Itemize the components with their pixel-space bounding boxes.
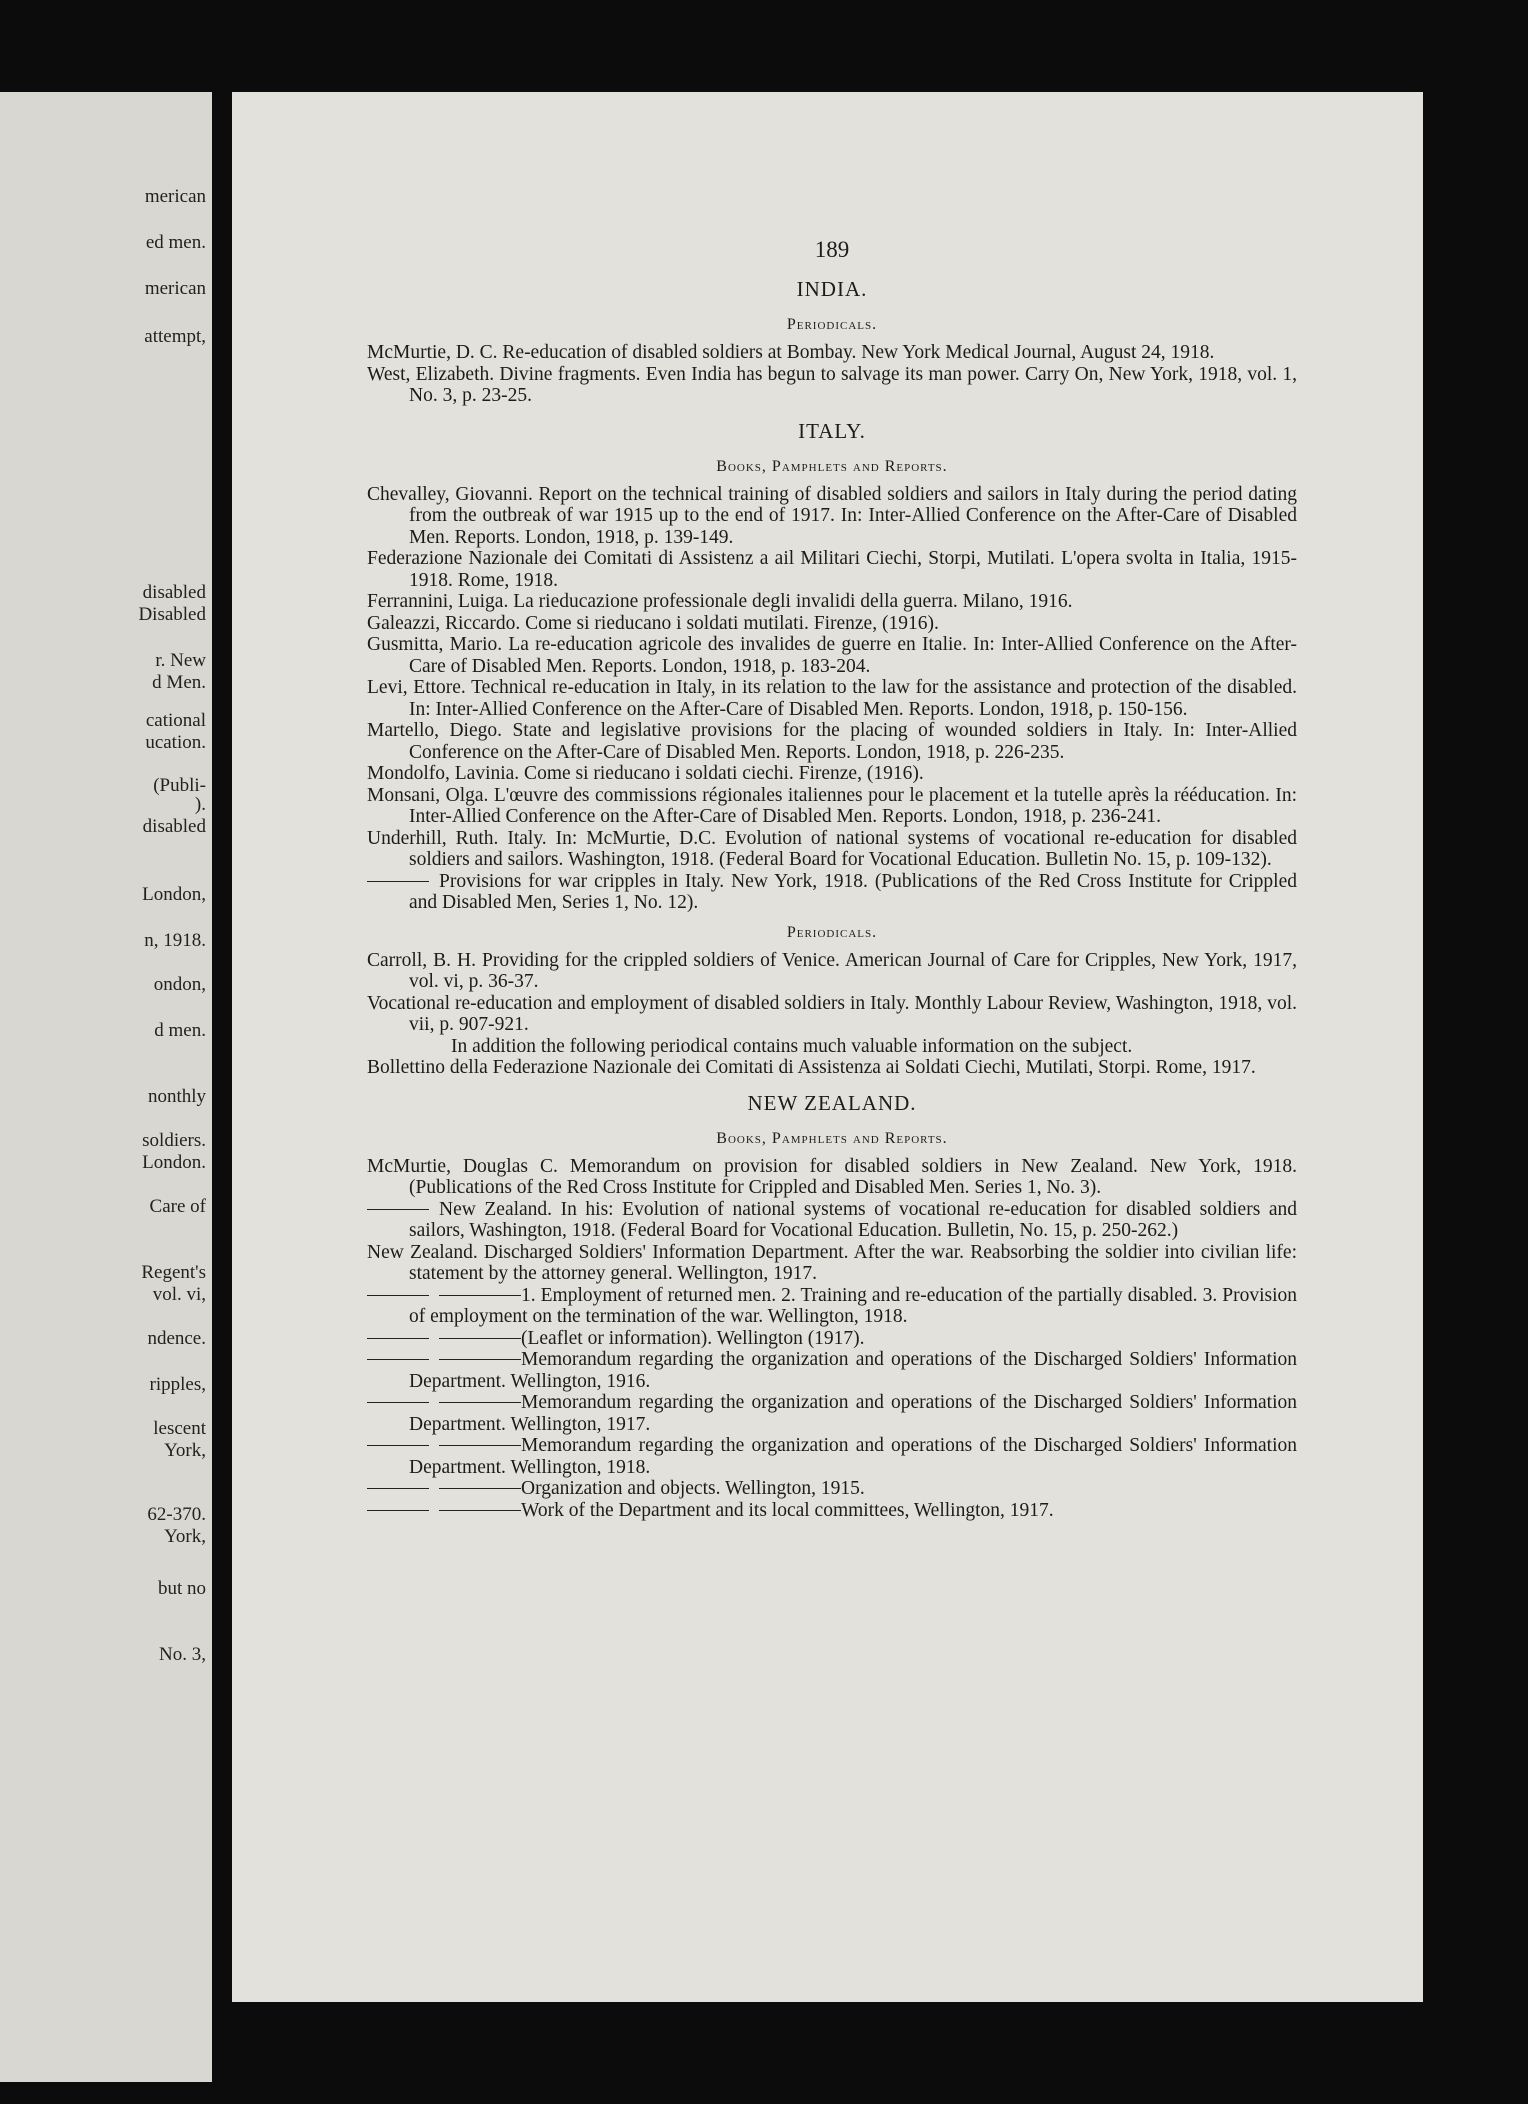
citation-entry: Galeazzi, Riccardo. Come si rieducano i soldati mutilati. Firenze, (1916).: [367, 612, 939, 634]
citation-text: Organization and objects. Wellington, 1915.: [521, 1478, 865, 1499]
ditto-dash: [367, 1338, 429, 1339]
previous-page-text-fragment: disabled: [142, 816, 206, 837]
citation-entry: West, Elizabeth. Divine fragments. Even India has begun to salvage its man power. Carry On, New York, 1918, vol. 1, No. 3, p. 23-25.: [367, 363, 1297, 406]
citation-entry: McMurtie, Douglas C. Memorandum on provision for disabled soldiers in New Zealand. New York, 1918. (Publications of the Red Cross Institute for Crippled and Disabled Men. Series 1, No. 3).: [367, 1155, 1297, 1198]
previous-page-text-fragment: York,: [164, 1526, 206, 1547]
india-periodicals-heading: Periodicals.: [786, 316, 878, 333]
ditto-dash: [439, 1359, 521, 1360]
citation-entry: Martello, Diego. State and legislative provisions for the placing of wounded soldiers in Italy. In: Inter-Allied Conference on the After-Care of Disabled Men. Reports. London, 1918, p. 226-235.: [367, 720, 1297, 763]
previous-page-text-fragment: cational: [145, 710, 206, 731]
citation-entry: New Zealand. Discharged Soldiers' Information Department. After the war. Reabsorbing the soldier into civilian life: statement by the attorney general. Wellington, 1917.: [367, 1241, 1297, 1284]
previous-page-text-fragment: merican: [144, 278, 206, 299]
previous-page-text-fragment: r. New: [155, 650, 206, 671]
ditto-dash: [367, 1209, 429, 1210]
citation-entry-ditto: [367, 871, 1297, 914]
citation-text: New Zealand. In his: Evolution of national systems of vocational re-education for disabled soldiers and sailors, Washington, 1918. (Federal Board for Vocational Education. Bulletin, No. 15, p. 250-262.): [409, 1198, 1297, 1241]
previous-page-text-fragment: disabled: [142, 582, 206, 603]
previous-page-text-fragment: but no: [157, 1578, 206, 1599]
citation-text: (Leaflet or information). Wellington (1917).: [521, 1327, 865, 1349]
citation-entry: Chevalley, Giovanni. Report on the technical training of disabled soldiers and sailors in Italy during the period dating from the outbreak of war 1915 up to the end of 1917. In: Inter-Allied Conference on the After-Care of Disabled Men. Reports. London, 1918, p. 139-149.: [367, 483, 1297, 548]
section-title-india: INDIA.: [796, 277, 868, 301]
ditto-dash: [367, 881, 429, 882]
citation-entry-ditto: [367, 1285, 1297, 1328]
previous-page-text-fragment: attempt,: [144, 326, 206, 347]
ditto-dash: [367, 1402, 429, 1403]
previous-page-text-fragment: n, 1918.: [144, 930, 206, 951]
ditto-dash: [367, 1488, 429, 1489]
previous-page-fragment: [0, 92, 212, 2082]
previous-page-text-fragment: ripples,: [149, 1374, 206, 1395]
previous-page-text-fragment: ed men.: [145, 232, 206, 253]
ditto-dash: [367, 1510, 429, 1511]
previous-page-text-fragment: (Publi-: [153, 775, 206, 796]
citation-text: Provisions for war cripples in Italy. New York, 1918. (Publications of the Red Cross Institute for Crippled and Disabled Men, Series 1, No. 12).: [409, 870, 1297, 913]
citation-entry: Underhill, Ruth. Italy. In: McMurtie, D.C. Evolution of national systems of vocational re-education for disabled soldiers and sailors. Washington, 1918. (Federal Board for Vocational Education. Bulletin No. 15, p. 109-132).: [367, 827, 1297, 870]
section-title-italy: ITALY.: [798, 418, 866, 443]
ditto-dash: [439, 1510, 521, 1511]
previous-page-text-fragment: ondon,: [153, 974, 206, 995]
italy-periodicals-list: [367, 950, 1297, 1079]
previous-page-text-fragment: London.: [142, 1152, 206, 1173]
ditto-dash: [367, 1295, 429, 1296]
previous-page-text-fragment: 62-370.: [147, 1504, 206, 1525]
ditto-dash: [367, 1445, 429, 1446]
ditto-dash: [439, 1488, 521, 1489]
previous-page-text-fragment: Care of: [149, 1196, 206, 1217]
citation-entry: Mondolfo, Lavinia. Come si rieducano i soldati ciechi. Firenze, (1916).: [367, 763, 924, 784]
previous-page-text-fragment: ucation.: [145, 732, 206, 753]
ditto-dash: [439, 1445, 521, 1446]
citation-entry-ditto: [367, 1328, 1297, 1350]
citation-entry: Levi, Ettore. Technical re-education in Italy, in its relation to the law for the assistance and protection of the disabled. In: Inter-Allied Conference on the After-Care of Disabled Men. Reports. London, 1918, p. 150-156.: [367, 677, 1297, 720]
citation-entry: Gusmitta, Mario. La re-education agricole des invalides de guerre en Italie. In: Inter-Allied Conference on the After-Care of Disabled Men. Reports. London, 1918, p. 183-204.: [367, 634, 1297, 677]
previous-page-text-fragment: No. 3,: [159, 1644, 206, 1665]
previous-page-text-fragment: nonthly: [147, 1086, 206, 1107]
citation-entry: Ferrannini, Luiga. La rieducazione professionale degli invalidi della guerra. Milano, 1916.: [367, 591, 1073, 612]
previous-page-text-fragment: Regent's: [141, 1262, 206, 1283]
previous-page-text-fragment: ).: [194, 794, 206, 815]
citation-entry: Bollettino della Federazione Nazionale dei Comitati di Assistenza ai Soldati Ciechi, Mutilati, Storpi. Rome, 1917.: [367, 1057, 1256, 1078]
ditto-dash: [439, 1295, 521, 1296]
italy-books-list: [367, 484, 1297, 914]
section-title-new-zealand: NEW ZEALAND.: [747, 1090, 917, 1115]
citation-text: Memorandum regarding the organization and operations of the Discharged Soldiers' Information Department. Wellington, 1917.: [409, 1392, 1297, 1435]
previous-page-text-fragment: lescent: [153, 1418, 206, 1439]
nz-books-list: [367, 1156, 1297, 1522]
nz-books-heading: Books, Pamphlets and Reports.: [716, 1129, 948, 1147]
previous-page-text-fragment: vol. vi,: [152, 1284, 206, 1305]
previous-page-text-fragment: ndence.: [147, 1328, 206, 1349]
previous-page-text-fragment: York,: [164, 1440, 206, 1461]
citation-entry: Carroll, B. H. Providing for the crippled soldiers of Venice. American Journal of Care for Cripples, New York, 1917, vol. vi, p. 36-37.: [367, 949, 1297, 992]
citation-text: Work of the Department and its local committees, Wellington, 1917.: [521, 1499, 1054, 1521]
citation-text: Memorandum regarding the organization and operations of the Discharged Soldiers' Information Department. Wellington, 1918.: [409, 1435, 1297, 1478]
previous-page-text-fragment: Disabled: [138, 604, 206, 625]
note-text: In addition the following periodical contains much valuable information on the subject.: [451, 1035, 1133, 1057]
ditto-dash: [439, 1402, 521, 1403]
ditto-dash: [439, 1338, 521, 1339]
previous-page-text-fragment: d Men.: [152, 672, 206, 693]
italy-books-heading: Books, Pamphlets and Reports.: [716, 457, 948, 475]
citation-entry-ditto: [367, 1435, 1297, 1478]
page-content: [367, 237, 1297, 1521]
citation-entry: McMurtie, D. C. Re-education of disabled soldiers at Bombay. New York Medical Journal, August 24, 1918.: [367, 342, 1215, 363]
book-page: [232, 92, 1423, 2002]
citation-entry-ditto: [367, 1199, 1297, 1242]
previous-page-text-fragment: merican: [144, 186, 206, 207]
citation-entry-ditto: [367, 1478, 1297, 1500]
citation-entry-ditto: [367, 1349, 1297, 1392]
citation-text: 1. Employment of returned men. 2. Training and re-education of the partially disabled. 3. Provision of employment on the termination of the war. Wellington, 1918.: [409, 1284, 1297, 1327]
citation-entry-ditto: [367, 1500, 1297, 1522]
italy-periodicals-heading: Periodicals.: [786, 923, 878, 941]
previous-page-text-fragment: London,: [142, 884, 206, 905]
citation-entry: Federazione Nazionale dei Comitati di Assistenz a ail Militari Ciechi, Storpi, Mutilati. L'opera svolta in Italia, 1915-1918. Rome, 1918.: [367, 548, 1297, 591]
citation-text: Memorandum regarding the organization and operations of the Discharged Soldiers' Information Department. Wellington, 1916.: [409, 1349, 1297, 1392]
india-periodicals-list: [367, 342, 1297, 407]
citation-entry: Monsani, Olga. L'œuvre des commissions régionales italiennes pour le placement et la tutelle après la rééducation. In: Inter-Allied Conference on the After-Care of Disabled Men. Reports. London, 1918, p. 236-241.: [367, 784, 1297, 827]
page-number: 189: [814, 237, 850, 262]
previous-page-text-fragment: d men.: [154, 1020, 206, 1041]
citation-entry-ditto: [367, 1392, 1297, 1435]
ditto-dash: [367, 1359, 429, 1360]
citation-entry: Vocational re-education and employment of disabled soldiers in Italy. Monthly Labour Review, Washington, 1918, vol. vii, p. 907-921.: [367, 992, 1297, 1035]
previous-page-text-fragment: soldiers.: [142, 1130, 206, 1151]
